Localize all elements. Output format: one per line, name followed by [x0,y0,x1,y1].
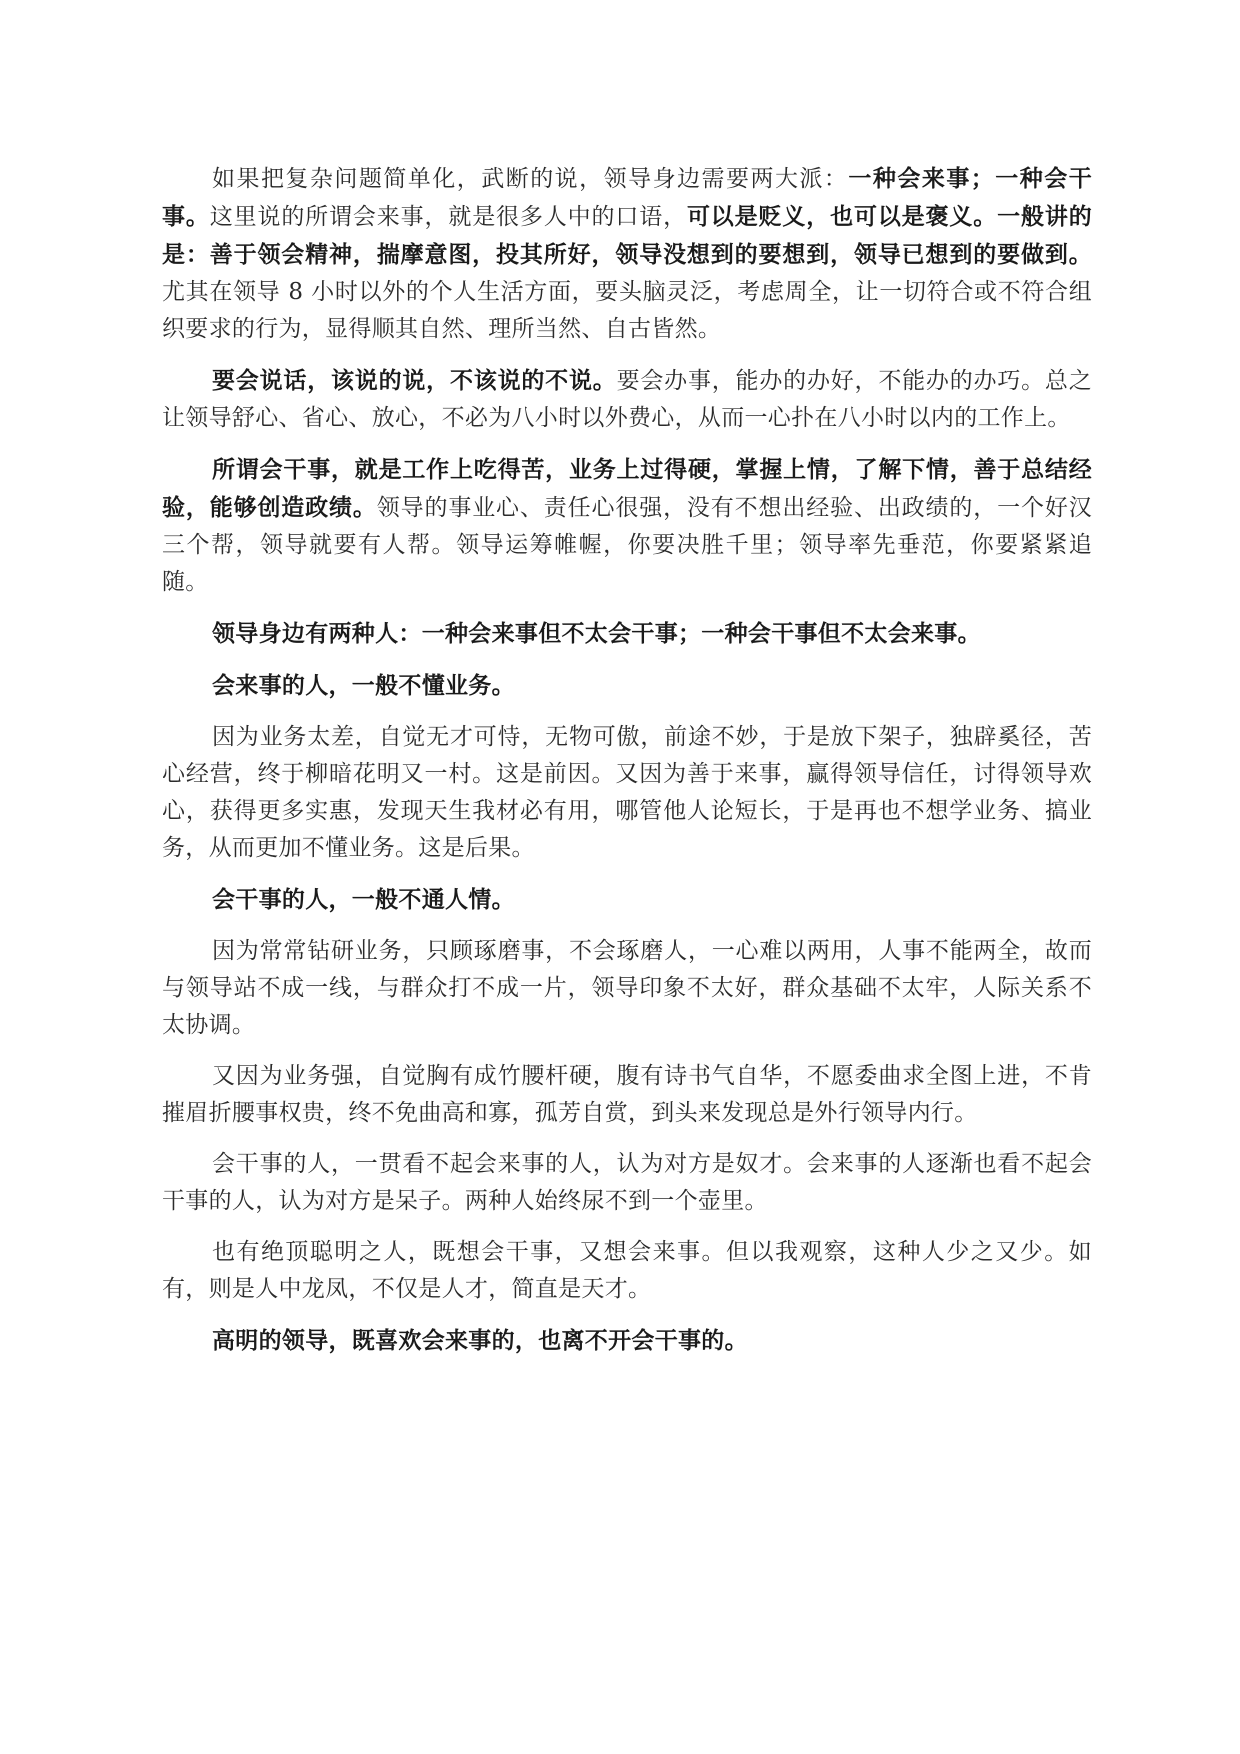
paragraph-5 [162,667,1092,705]
text-run: 因为业务太差，自觉无才可恃，无物可傲，前途不妙，于是放下架子，独辟奚径，苦心经营，终于柳暗花明又一村。这是前因。又因为善于来事，赢得领导信任，讨得领导欢心，获得更多实惠，发现天生我材必有用，哪管他人论短长，于是再也不想学业务、搞业务，从而更加不懂业务。这是后果。 [162,724,1092,861]
paragraph-3 [162,451,1092,601]
text-run: 这里说的所谓会来事，就是很多人中的口语， [209,204,687,230]
text-run: 会干事的人，一贯看不起会来事的人，认为对方是奴才。会来事的人逐渐也看不起会干事的人，认为对方是呆子。两种人始终尿不到一个壶里。 [162,1151,1092,1214]
text-run: 又因为业务强，自觉胸有成竹腰杆硬，腹有诗书气自华，不愿委曲求全图上进，不肯摧眉折腰事权贵，终不免曲高和寡，孤芳自赏，到头来发现总是外行领导内行。 [162,1063,1092,1126]
paragraph-9 [162,1058,1092,1132]
bold-text-run: 高明的领导，既喜欢会来事的，也离不开会干事的。 [212,1327,748,1354]
paragraph-12 [162,1322,1092,1360]
paragraph-6 [162,719,1092,867]
text-run: 也有绝顶聪明之人，既想会干事，又想会来事。但以我观察，这种人少之又少。如有，则是人中龙凤，不仅是人才，简直是天才。 [162,1239,1092,1302]
text-run: 尤其在领导 8 小时以外的个人生活方面，要头脑灵泛，考虑周全，让一切符合或不符合组织要求的行为，显得顺其自然、理所当然、自古皆然。 [162,279,1092,342]
paragraph-2 [162,362,1092,437]
paragraph-8 [162,933,1092,1044]
text-run: 领导的事业心、责任心很强，没有不想出经验、出政绩的，一个好汉三个帮，领导就要有人帮。领导运筹帷幄，你要决胜千里；领导率先垂范，你要紧紧追随。 [162,495,1093,595]
bold-text-run: 一种会来事；一种会干事。 [162,165,1092,230]
paragraph-11 [162,1234,1092,1308]
paragraph-10 [162,1146,1092,1220]
bold-text-run: 会干事的人，一般不通人情。 [212,886,515,913]
paragraph-7 [162,881,1092,919]
bold-text-run: 会来事的人，一般不懂业务。 [212,672,515,699]
paragraph-1 [162,160,1092,348]
bold-text-run: 要会说话，该说的说，不该说的不说。 [212,367,617,394]
text-run: 因为常常钻研业务，只顾琢磨事，不会琢磨人，一心难以两用，人事不能两全，故而与领导站不成一线，与群众打不成一片，领导印象不太好，群众基础不太牢，人际关系不太协调。 [162,938,1092,1038]
bold-text-run: 可以是贬义，也可以是褒义。一般讲的是：善于领会精神，揣摩意图，投其所好，领导没想到的要想到，领导已想到的要做到。 [162,203,1092,268]
bold-text-run: 领导身边有两种人：一种会来事但不太会干事；一种会干事但不太会来事。 [212,620,981,647]
text-run: 如果把复杂问题简单化，武断的说，领导身边需要两大派： [212,166,849,192]
bold-text-run: 所谓会干事，就是工作上吃得苦，业务上过得硬，掌握上情，了解下情，善于总结经验，能够创造政绩。 [162,456,1092,521]
document-page [162,160,1092,1374]
paragraph-4 [162,615,1092,653]
text-run: 要会办事，能办的办好，不能办的办巧。总之让领导舒心、省心、放心，不必为八小时以外费心，从而一心扑在八小时以内的工作上。 [162,368,1093,431]
